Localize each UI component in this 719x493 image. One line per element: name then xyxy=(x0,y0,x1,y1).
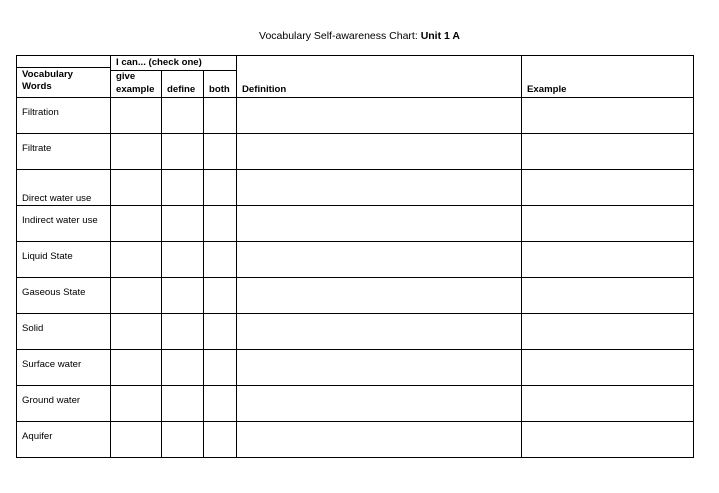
give-example-checkbox-cell[interactable] xyxy=(110,241,162,278)
header-example-label: Example xyxy=(527,84,567,95)
vocabulary-word: Liquid State xyxy=(22,251,73,262)
title-prefix: Vocabulary Self-awareness Chart: xyxy=(259,30,421,42)
give-example-checkbox-cell[interactable] xyxy=(110,349,162,386)
table-row-word xyxy=(16,133,111,170)
vocabulary-word: Indirect water use xyxy=(22,215,98,226)
header-definition xyxy=(236,55,522,98)
example-cell[interactable] xyxy=(521,205,694,242)
give-example-checkbox-cell[interactable] xyxy=(110,133,162,170)
vocabulary-word: Aquifer xyxy=(22,431,53,442)
header-definition-label: Definition xyxy=(242,84,287,95)
definition-cell[interactable] xyxy=(236,133,522,170)
give-example-checkbox-cell[interactable] xyxy=(110,205,162,242)
header-give-line2: example xyxy=(116,84,155,95)
both-checkbox-cell[interactable] xyxy=(203,313,237,350)
define-checkbox-cell[interactable] xyxy=(161,421,204,458)
header-define xyxy=(161,70,204,98)
example-cell[interactable] xyxy=(521,349,694,386)
define-checkbox-cell[interactable] xyxy=(161,313,204,350)
definition-cell[interactable] xyxy=(236,97,522,134)
vocabulary-word: Filtration xyxy=(22,107,59,118)
table-row-word xyxy=(16,241,111,278)
title-unit: Unit 1 A xyxy=(420,30,460,42)
give-example-checkbox-cell[interactable] xyxy=(110,385,162,422)
table-row-word xyxy=(16,349,111,386)
both-checkbox-cell[interactable] xyxy=(203,133,237,170)
header-check-group xyxy=(110,55,237,71)
both-checkbox-cell[interactable] xyxy=(203,169,237,206)
vocabulary-word: Surface water xyxy=(22,359,82,370)
both-checkbox-cell[interactable] xyxy=(203,241,237,278)
header-vocabulary-words xyxy=(16,67,111,98)
example-cell[interactable] xyxy=(521,169,694,206)
define-checkbox-cell[interactable] xyxy=(161,241,204,278)
table-row-word xyxy=(16,277,111,314)
define-checkbox-cell[interactable] xyxy=(161,205,204,242)
define-checkbox-cell[interactable] xyxy=(161,277,204,314)
header-give-line1: give xyxy=(116,71,136,82)
header-give-example xyxy=(110,70,162,98)
header-both-label: both xyxy=(209,84,230,95)
vocabulary-word: Direct water use xyxy=(22,193,92,204)
both-checkbox-cell[interactable] xyxy=(203,349,237,386)
example-cell[interactable] xyxy=(521,313,694,350)
vocabulary-word: Solid xyxy=(22,323,44,334)
table-row-word xyxy=(16,97,111,134)
definition-cell[interactable] xyxy=(236,277,522,314)
header-both xyxy=(203,70,237,98)
definition-cell[interactable] xyxy=(236,421,522,458)
header-define-label: define xyxy=(167,84,196,95)
define-checkbox-cell[interactable] xyxy=(161,97,204,134)
example-cell[interactable] xyxy=(521,421,694,458)
example-cell[interactable] xyxy=(521,97,694,134)
definition-cell[interactable] xyxy=(236,241,522,278)
table-row-word xyxy=(16,385,111,422)
table-row-word xyxy=(16,205,111,242)
both-checkbox-cell[interactable] xyxy=(203,277,237,314)
definition-cell[interactable] xyxy=(236,313,522,350)
define-checkbox-cell[interactable] xyxy=(161,169,204,206)
header-example xyxy=(521,55,694,98)
both-checkbox-cell[interactable] xyxy=(203,97,237,134)
definition-cell[interactable] xyxy=(236,349,522,386)
header-vocab-top xyxy=(16,55,111,68)
define-checkbox-cell[interactable] xyxy=(161,385,204,422)
example-cell[interactable] xyxy=(521,385,694,422)
vocabulary-chart-table xyxy=(16,55,693,457)
table-row-word xyxy=(16,169,111,206)
both-checkbox-cell[interactable] xyxy=(203,385,237,422)
both-checkbox-cell[interactable] xyxy=(203,205,237,242)
header-check-group-label: I can... (check one) xyxy=(116,57,202,68)
give-example-checkbox-cell[interactable] xyxy=(110,97,162,134)
both-checkbox-cell[interactable] xyxy=(203,421,237,458)
example-cell[interactable] xyxy=(521,241,694,278)
define-checkbox-cell[interactable] xyxy=(161,349,204,386)
table-row-word xyxy=(16,313,111,350)
example-cell[interactable] xyxy=(521,133,694,170)
page-title xyxy=(0,29,719,43)
header-vocab-line2: Words xyxy=(22,81,52,92)
vocabulary-word: Ground water xyxy=(22,395,81,406)
give-example-checkbox-cell[interactable] xyxy=(110,277,162,314)
vocabulary-word: Gaseous State xyxy=(22,287,86,298)
definition-cell[interactable] xyxy=(236,385,522,422)
define-checkbox-cell[interactable] xyxy=(161,133,204,170)
definition-cell[interactable] xyxy=(236,169,522,206)
header-vocab-line1: Vocabulary xyxy=(22,69,74,80)
give-example-checkbox-cell[interactable] xyxy=(110,169,162,206)
table-row-word xyxy=(16,421,111,458)
give-example-checkbox-cell[interactable] xyxy=(110,421,162,458)
definition-cell[interactable] xyxy=(236,205,522,242)
give-example-checkbox-cell[interactable] xyxy=(110,313,162,350)
vocabulary-word: Filtrate xyxy=(22,143,52,154)
example-cell[interactable] xyxy=(521,277,694,314)
